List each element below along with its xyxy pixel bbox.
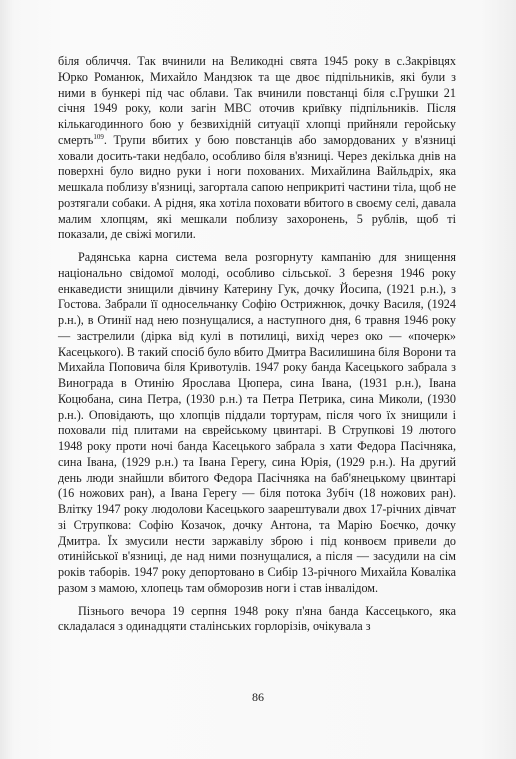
paragraph-1-text-b: . Трупи вбитих у бою повстанців або замордованих у в'язниці ховали досить-таки недбало, особливо біля в'язниці. Через декілька днів на поверхні було видно руки і ноги похованих. Михайлина Вайльдріх, яка мешкала поблизу в'язниці, загортала сапою неприкриті частини тіла, щоб не розтягали собаки. А рідня, яка хотіла поховати вбитого в своєму селі, давала малим хлопцям, які мешкали поблизу захоронень, 5 рублів, щоб ті показали, де свіжі могили. <box>58 132 456 242</box>
paragraph-3: Пізнього вечора 19 серпня 1948 року п'яна банда Кассецького, яка складалася з одинадцяти сталінських горлорізів, очікувала з <box>58 603 456 634</box>
page-number: 86 <box>252 690 264 704</box>
paragraph-1-text-a: біля обличчя. Так вчинили на Великодні свята 1945 року в с.Закрівцях Юрко Романюк, Михайло Мандзюк та ще двоє підпільників, які були з ними в бункері під час облави. Так вчинили повстанці біля с.Грушки 21 січня 1949 року, коли загін МВС оточив криївку підпільників. Після кількагодинного бою у безвихідній ситуації хлопці прийняли геройську смерть <box>58 54 456 147</box>
paragraph-1 <box>58 54 456 243</box>
paragraph-2: Радянська карна система вела розгорнуту кампанію для знищення національно свідомої молоді, особливо сільської. З березня 1946 року енкаведисти знищили дівчину Катерину Гук, дочку Йосипа, (1921 р.н.), з Гостова. Забрали її односельчанку Софію Острижнюк, дочку Василя, (1924 р.н.), в Отинії над нею познущалися, а наступного дня, 6 травня 1946 року — застрелили (дірка від кулі в потилиці, вихід через око — «почерк» Касецького). В такий спосіб було вбито Дмитра Василишина біля Ворони та Михайла Поповича біля Кривотулів. 1947 року банда Касецького забрала з Винограда в Отинію Ярослава Цюпера, сина Івана, (1931 р.н.), Івана Коцюбана, сина Петра, (1930 р.н.) та Петра Петрика, сина Миколи, (1930 р.н.). Оповідають, що хлопців піддали тортурам, після чого їх знищили і поховали під плитами на єврейському цвинтарі. В Струпкові 19 лютого 1948 року проти ночі банда Касецького забрала з хати Федора Пасічняка, сина Івана, (1929 р.н.) та Івана Герегу, сина Юрія, (1929 р.н.). На другий день люди знайшли вбитого Федора Пасічняка на баб'янецькому цвинтарі (16 ножових ран), а Івана Герегу — біля потока Зубіч (18 ножових ран). Влітку 1947 року людолови Касецького заарештували двох 17-річних дівчат зі Струпкова: Софію Козачок, дочку Антона, та Марію Боєчко, дочку Дмитра. Їх змусили нести заржавілу зброю і під конвоєм привели до отинійської в'язниці, де над ними познущалися, а після — засудили на сім років таборів. 1947 року депортовано в Сибір 13-річного Михайла Коваліка разом з мамою, хлопець там обморозив ноги і став інвалідом. <box>58 250 456 595</box>
page-body-text <box>58 54 456 635</box>
footnote-reference-109: 109 <box>93 132 104 141</box>
